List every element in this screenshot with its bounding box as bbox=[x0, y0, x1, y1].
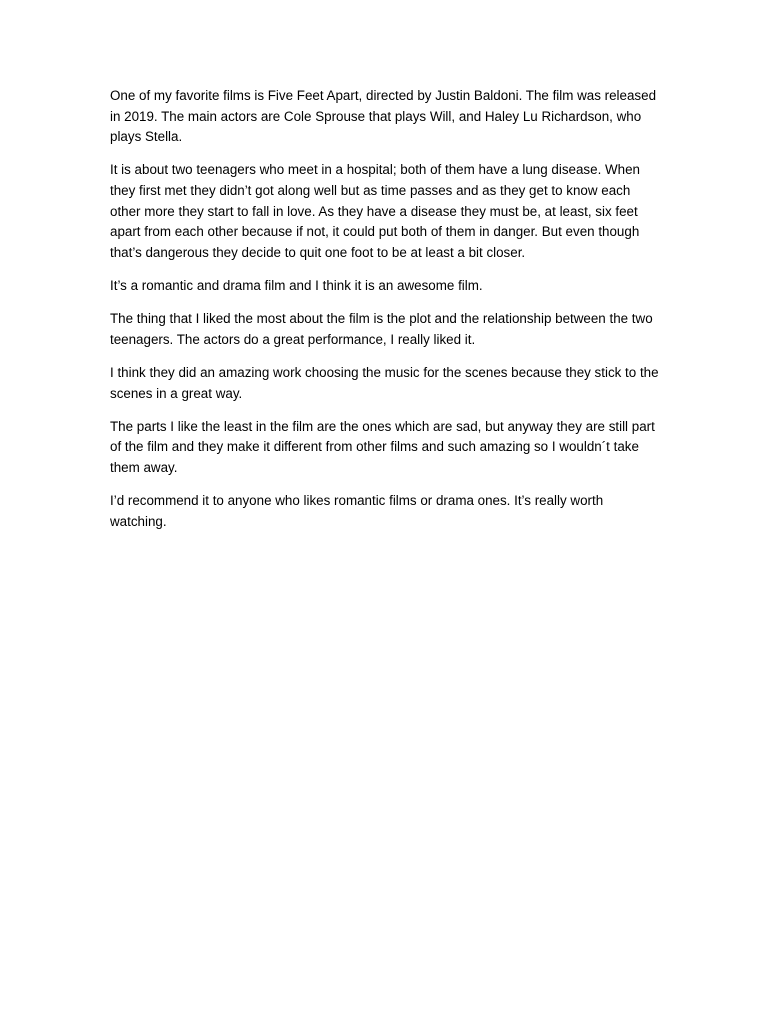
paragraph-liked-least: The parts I like the least in the film are the ones which are sad, but anyway they are still part of the film and they make it different from other films and such amazing so I wouldn´t take them away. bbox=[110, 418, 655, 475]
paragraph-intro: One of my favorite films is Five Feet Apart, directed by Justin Baldoni. The film was released in 2019. The main actors are Cole Sprouse that plays Will, and Haley Lu Richardson, who plays Stella. bbox=[110, 88, 657, 145]
paragraph-recommendation: I’d recommend it to anyone who likes romantic films or drama ones. It’s really worth watching. bbox=[110, 493, 604, 529]
paragraph-genre: It’s a romantic and drama film and I think it is an awesome film. bbox=[110, 277, 483, 293]
paragraph-music: I think they did an amazing work choosing the music for the scenes because they stick to the scenes in a great way. bbox=[110, 364, 659, 401]
paragraph-plot: It is about two teenagers who meet in a hospital; both of them have a lung disease. When they first met they didn’t got along well but as time passes and as they get to know each other more they start to fall in love. As they have a disease they must be, at least, six feet apart from each other because if not, it could put both of them in danger. But even though that’s dangerous they decide to quit one foot to be at least a bit closer. bbox=[110, 162, 640, 260]
document-body bbox=[110, 86, 660, 545]
paragraph-liked-most: The thing that I liked the most about the film is the plot and the relationship between the two teenagers. The actors do a great performance, I really liked it. bbox=[110, 311, 653, 347]
